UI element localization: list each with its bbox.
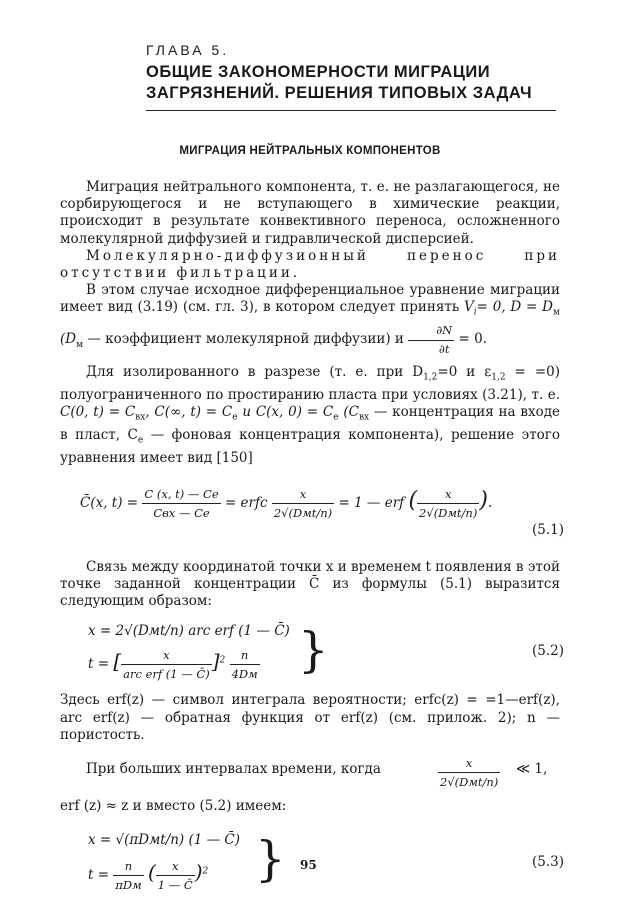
equation-5-3: x = √(πDмt/n) (1 — C̄) t = $\frac{n}{\text{πDм}}$ ( $\frac{x}{1 — C̄}$ )$^2$ } (5.3) [88, 831, 564, 893]
equation-5-1: C̄(x, t) = $\frac{C (x, t) — Cе}{\text{Cвх — Cе}}$ = erfc $\frac{x}{\text{2√(Dмt/n)}}$ = 1 — erf ( $\frac{x}{\text{2√(Dмt/n)}}$ ). (5.1) [80, 486, 564, 538]
page-number: 95 [300, 858, 317, 872]
paragraph-5: Связь между координатой точки x и временем t появления в этой точке заданной концентрации C̄ из формулы (5.1) выразится следующим образом: [60, 558, 560, 610]
chapter-title-line1: ОБЩИЕ ЗАКОНОМЕРНОСТИ МИГРАЦИИ [146, 63, 491, 81]
paragraph-4: Для изолированного в разрезе (т. е. при $D_{1,2}=0$ и $\varepsilon_{1,2} = =0$) полуограниченного по простиранию пласта при условиях (3.21), т. е. C(0, $t) = C_{вх}$, C(∞, $t) = C_е$ и C(x, $0) = C_е$ ($C_{вх}$ — концентрация на входе в пласт, $C_е$ — фоновая концентрация компонента), решение этого уравнения имеет вид [150] [60, 363, 561, 466]
section-title: МИГРАЦИЯ НЕЙТРАЛЬНЫХ КОМПОНЕНТОВ [179, 145, 441, 157]
paragraph-2-heading: Молекулярно-диффузионный перенос при отсутствии фильтрации. [60, 247, 560, 282]
paragraph-1: Миграция нейтрального компонента, т. е. не разлагающегося, не сорбирующегося и не вступающего в химические реакции, происходит в результате конвективного переноса, осложненного молекулярной диффузией и гидравлической дисперсией. [60, 179, 560, 247]
equation-number-5-2: (5.2) [531, 643, 564, 660]
dn-dt-fraction: $\frac{\partial N}{\partial t}$ [408, 322, 454, 357]
paragraph-3: В этом случае исходное дифференциальное уравнение миграции имеет вид (3.19) (см. гл. 3), в котором следует принять $V_i= 0$, $D = D_м$ ($D_м$ — коэффициент молекулярной диффузии) и $\frac{\partial N}{\partial t}$ = 0. [60, 282, 560, 358]
equation-5-2: x = 2√(Dмt/n) arc erf (1 — C̄) t = [ $\frac{x}{\text{arc erf (1 — C̄)}}$ ]$^2$ $\frac{n}{4Dм}$ } (5.2) [88, 622, 564, 682]
chapter-title-line2: ЗАГРЯЗНЕНИЙ. РЕШЕНИЯ ТИПОВЫХ ЗАДАЧ [146, 84, 533, 102]
paragraph-8: erf (z) ≈ z и вместо (5.2) имеем: [60, 798, 287, 815]
title-rule [146, 110, 556, 111]
equation-number-5-1: (5.1) [531, 521, 564, 538]
equation-number-5-3: (5.3) [531, 854, 564, 871]
paragraph-7: При больших интервалах времени, когда x 2√(Dмt/n) ≪ 1, [86, 756, 548, 790]
paragraph-6: Здесь erf(z) — символ интеграла вероятности; erfc(z) = =1—erf(z), arc erf(z) — обратная функция от erf(z) (см. прилож. 2); n — пористость. [60, 692, 560, 743]
chapter-number: ГЛАВА 5. [146, 42, 230, 58]
page-content [60, 30, 564, 895]
